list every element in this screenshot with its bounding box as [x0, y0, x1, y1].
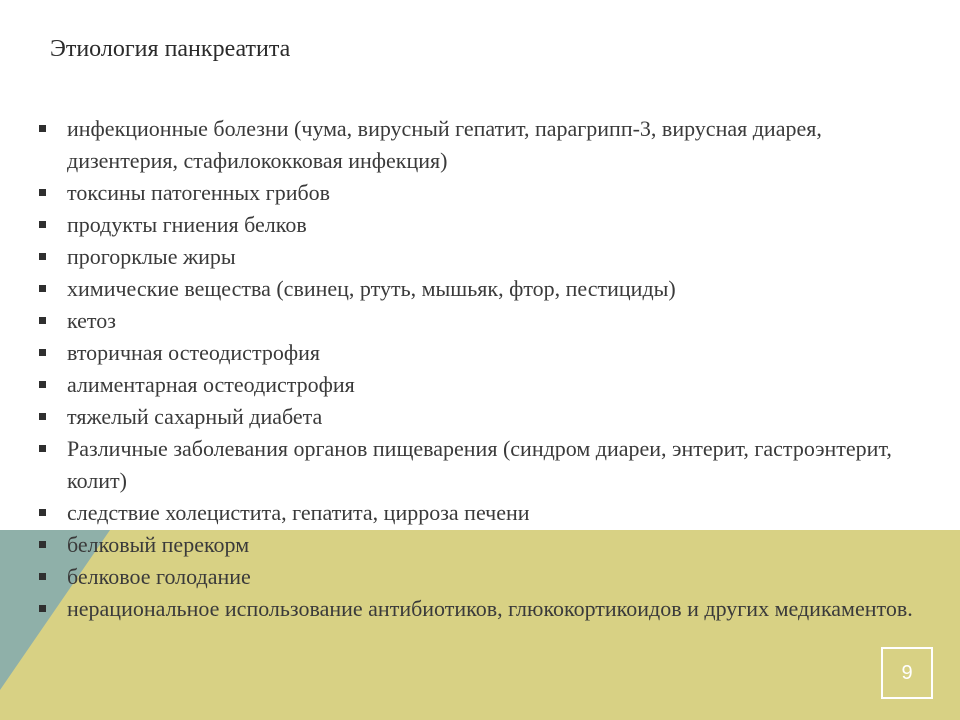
bullet-marker — [39, 573, 46, 580]
list-item-text: продукты гниения белков — [67, 212, 307, 237]
list-item — [37, 529, 917, 561]
bullet-marker — [39, 445, 46, 452]
page-number: 9 — [881, 647, 933, 699]
list-item — [37, 369, 917, 401]
bullet-marker — [39, 189, 46, 196]
bullet-marker — [39, 509, 46, 516]
bullet-marker — [39, 285, 46, 292]
content-list — [37, 113, 917, 625]
list-item — [37, 401, 917, 433]
list-item-text: инфекционные болезни (чума, вирусный гепатит, парагрипп-3, вирусная диарея, дизентерия, стафилококковая инфекция) — [67, 116, 822, 173]
bullet-marker — [39, 413, 46, 420]
list-item — [37, 305, 917, 337]
bullet-marker — [39, 541, 46, 548]
list-item-text: белковый перекорм — [67, 532, 250, 557]
list-item-text: кетоз — [67, 308, 116, 333]
list-item-text: нерациональное использование антибиотиков, глюкокортикоидов и других медикаментов. — [67, 596, 913, 621]
list-item — [37, 113, 917, 177]
bullet-marker — [39, 605, 46, 612]
bullet-marker — [39, 253, 46, 260]
list-item-text: белковое голодание — [67, 564, 251, 589]
list-item — [37, 273, 917, 305]
list-item-text: прогорклые жиры — [67, 244, 236, 269]
bullet-marker — [39, 221, 46, 228]
list-item-text: алиментарная остеодистрофия — [67, 372, 355, 397]
list-item — [37, 177, 917, 209]
slide-title: Этиология панкреатита — [50, 36, 291, 62]
list-item — [37, 561, 917, 593]
list-item-text: химические вещества (свинец, ртуть, мышьяк, фтор, пестициды) — [67, 276, 676, 301]
list-item-text: вторичная остеодистрофия — [67, 340, 320, 365]
list-item-text: токсины патогенных грибов — [67, 180, 331, 205]
list-item — [37, 593, 917, 625]
list-item-text: Различные заболевания органов пищеварения (синдром диареи, энтерит, гастроэнтерит, колит) — [67, 436, 892, 493]
bullet-marker — [39, 349, 46, 356]
list-item — [37, 433, 917, 497]
bullet-marker — [39, 381, 46, 388]
list-item — [37, 337, 917, 369]
list-item — [37, 241, 917, 273]
list-item — [37, 209, 917, 241]
list-item-text: следствие холецистита, гепатита, цирроза печени — [67, 500, 530, 525]
bullet-marker — [39, 317, 46, 324]
list-item — [37, 497, 917, 529]
list-item-text: тяжелый сахарный диабета — [67, 404, 323, 429]
bullet-marker — [39, 125, 46, 132]
